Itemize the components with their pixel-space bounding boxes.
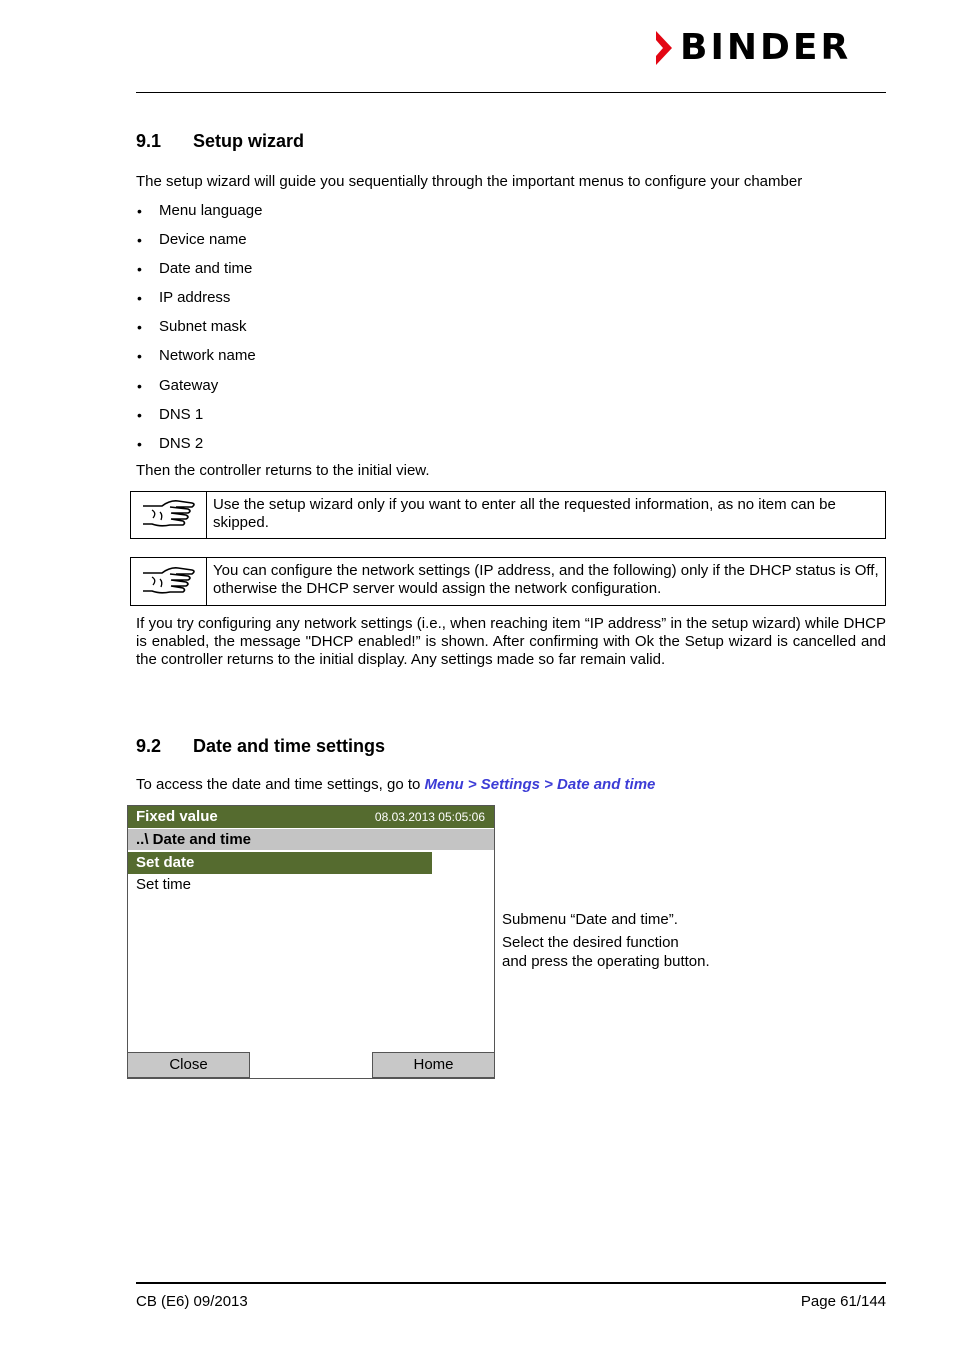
- list-item: • Subnet mask: [136, 314, 262, 343]
- pointing-hand-icon: [131, 492, 207, 538]
- header-rule: [136, 92, 886, 93]
- list-item: • Network name: [136, 343, 262, 372]
- section-number: 9.1: [136, 131, 162, 151]
- controller-screen: [127, 805, 495, 1079]
- access-instruction: [136, 776, 655, 794]
- home-button[interactable]: Home: [372, 1052, 495, 1078]
- list-item: • Device name: [136, 227, 262, 256]
- binder-arrow-icon: [652, 29, 674, 67]
- note-text-2: You can configure the network settings (IP address, and the following) only if the DHCP status is Off, otherwise the DHCP server would assign the network configuration.: [213, 562, 879, 597]
- access-text: To access the date and time settings, go to: [136, 776, 425, 793]
- dhcp-paragraph: If you try configuring any network settings (i.e., when reaching item “IP address” in the setup wizard) while DHCP is enabled, the message "DHCP enabled!” is shown. After confirming with Ok the Setup wizard is cancelled and the controller returns to the initial display. Any settings made so far remain valid.: [136, 615, 886, 668]
- list-item: • Menu language: [136, 198, 262, 227]
- list-item: • IP address: [136, 285, 262, 314]
- menu-item-label: Set date: [136, 854, 195, 871]
- section-heading-9-1: [136, 131, 304, 152]
- footer-rule: [136, 1282, 886, 1284]
- breadcrumb-text: ..\ Date and time: [136, 831, 252, 848]
- setup-outro: Then the controller returns to the initial view.: [136, 462, 430, 479]
- screen-breadcrumb: [128, 829, 494, 850]
- list-item: • Gateway: [136, 373, 262, 402]
- screen-title: Fixed value: [136, 808, 218, 825]
- section-heading-9-2: [136, 736, 385, 757]
- setup-items-list: [136, 198, 262, 460]
- footer-doc-id: CB (E6) 09/2013: [136, 1293, 248, 1310]
- section-number: 9.2: [136, 736, 162, 756]
- caption-line-3: and press the operating button.: [502, 953, 710, 970]
- caption-line-2: Select the desired function: [502, 934, 679, 951]
- binder-logo: [652, 28, 851, 68]
- list-item: • DNS 2: [136, 431, 262, 460]
- menu-path-link: Menu > Settings > Date and time: [424, 776, 656, 793]
- section-title: Setup wizard: [193, 131, 305, 151]
- footer-page-number: Page 61/144: [800, 1293, 886, 1310]
- pointing-hand-icon: [131, 558, 207, 605]
- list-item: • Date and time: [136, 256, 262, 285]
- caption-line-1: Submenu “Date and time”.: [502, 911, 678, 928]
- screen-title-bar: [128, 806, 494, 828]
- list-item: • DNS 1: [136, 402, 262, 431]
- note-box-2: [130, 557, 886, 606]
- brand-name: BINDER: [680, 27, 852, 68]
- note-text-1: Use the setup wizard only if you want to enter all the requested information, as no item can be skipped.: [213, 496, 836, 531]
- close-button[interactable]: Close: [127, 1052, 250, 1078]
- screen-datetime: 08.03.2013 05:05:06: [374, 810, 485, 824]
- menu-item-set-time[interactable]: Set time: [136, 876, 192, 893]
- note-box-1: [130, 491, 886, 539]
- section-title: Date and time settings: [193, 736, 386, 756]
- menu-item-set-date[interactable]: [128, 852, 432, 874]
- setup-intro: The setup wizard will guide you sequentially through the important menus to configure your chamber: [136, 173, 803, 190]
